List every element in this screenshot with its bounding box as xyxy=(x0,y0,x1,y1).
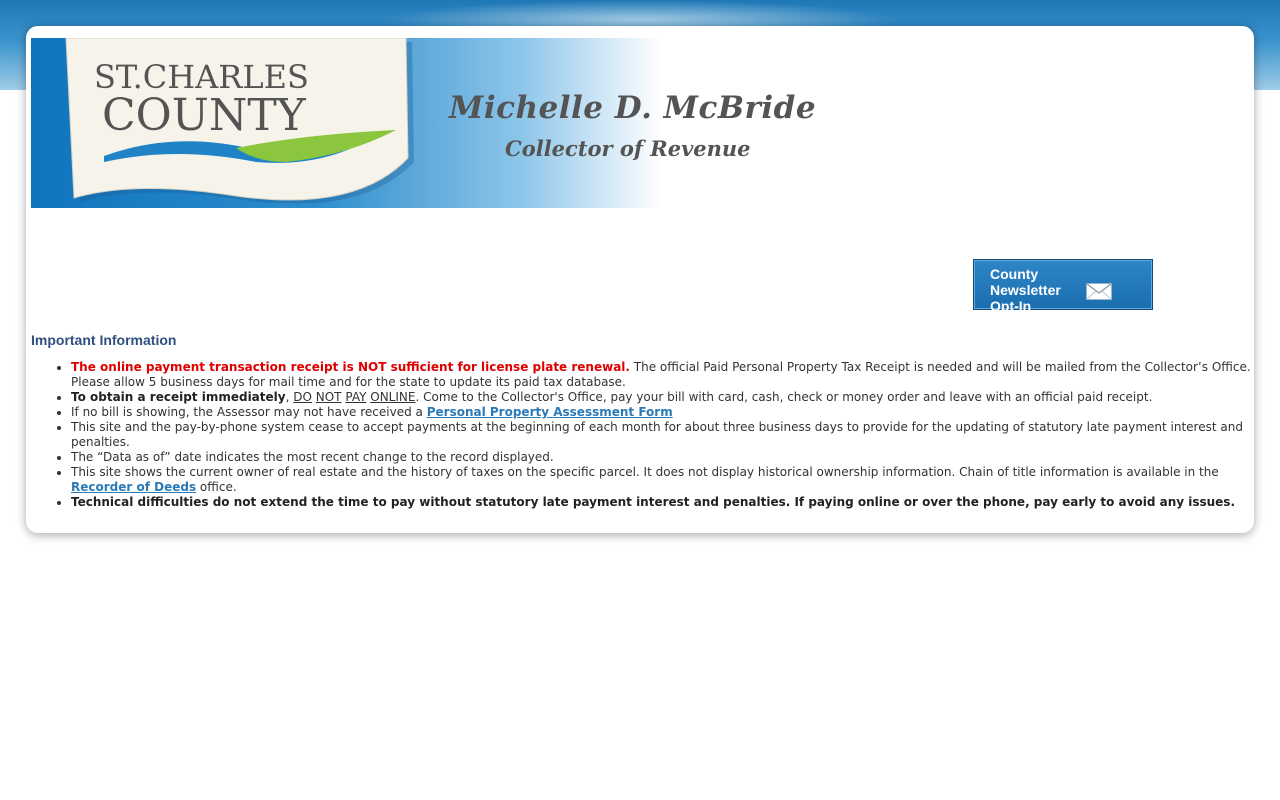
list-item xyxy=(71,390,1251,405)
do-word: DO xyxy=(293,390,312,404)
pay-word: PAY xyxy=(345,390,367,404)
mail-icon xyxy=(1086,283,1112,300)
logo-text-line1: ST.CHARLES xyxy=(94,58,309,96)
online-word: ONLINE xyxy=(370,390,416,404)
list-item xyxy=(71,405,1251,420)
county-newsletter-optin-button[interactable] xyxy=(973,259,1153,314)
county-banner xyxy=(31,38,817,208)
list-item xyxy=(71,465,1251,495)
personal-property-assessment-form-link[interactable]: Personal Property Assessment Form xyxy=(426,405,673,419)
collector-title: Collector of Revenue xyxy=(505,136,751,161)
receipt-mail-text: The official Paid Personal Property Tax Receipt is needed and will be mailed from the Collector’s Office. Please allow 5 business days for mail time and for the state to update its paid tax database. xyxy=(71,360,1251,389)
main-content-card xyxy=(26,26,1254,533)
payment-cease-text: This site and the pay-by-phone system cease to accept payments at the beginning of each month for about three business days to provide for the updating of statutory late payment interest and penalties. xyxy=(71,420,1243,449)
ownership-text: This site shows the current owner of real estate and the history of taxes on the specific parcel. It does not display historical ownership information. Chain of title information is available in the xyxy=(71,465,1219,479)
important-information-list xyxy=(71,360,1251,510)
comma-text: , xyxy=(285,390,294,404)
list-item xyxy=(71,495,1251,510)
logo-text-line2: COUNTY xyxy=(102,90,306,141)
list-item xyxy=(71,360,1251,390)
st-charles-county-logo[interactable] xyxy=(56,38,416,203)
newsletter-label-line2: Opt-In xyxy=(990,298,1032,314)
no-bill-text: If no bill is showing, the Assessor may not have received a xyxy=(71,405,427,419)
list-item xyxy=(71,450,1251,465)
data-as-of-text: The “Data as of” date indicates the most recent change to the record displayed. xyxy=(71,450,554,464)
recorder-of-deeds-link[interactable]: Recorder of Deeds xyxy=(71,480,197,494)
collector-office-text: . Come to the Collector's Office, pay your bill with card, cash, check or money order and leave with an official paid receipt. xyxy=(415,390,1153,404)
newsletter-label-line1: County Newsletter xyxy=(990,266,1061,298)
office-text: office. xyxy=(196,480,237,494)
not-word: NOT xyxy=(315,390,342,404)
license-plate-warning: The online payment transaction receipt is NOT sufficient for license plate renewal. xyxy=(71,360,630,374)
receipt-immediate-label: To obtain a receipt immediately xyxy=(71,390,286,404)
important-information-heading: Important Information xyxy=(31,332,177,348)
list-item xyxy=(71,420,1251,450)
technical-difficulties-notice: Technical difficulties do not extend the time to pay without statutory late payment interest and penalties. If paying online or over the phone, pay early to avoid any issues. xyxy=(71,495,1236,509)
collector-name: Michelle D. McBride xyxy=(449,90,817,126)
